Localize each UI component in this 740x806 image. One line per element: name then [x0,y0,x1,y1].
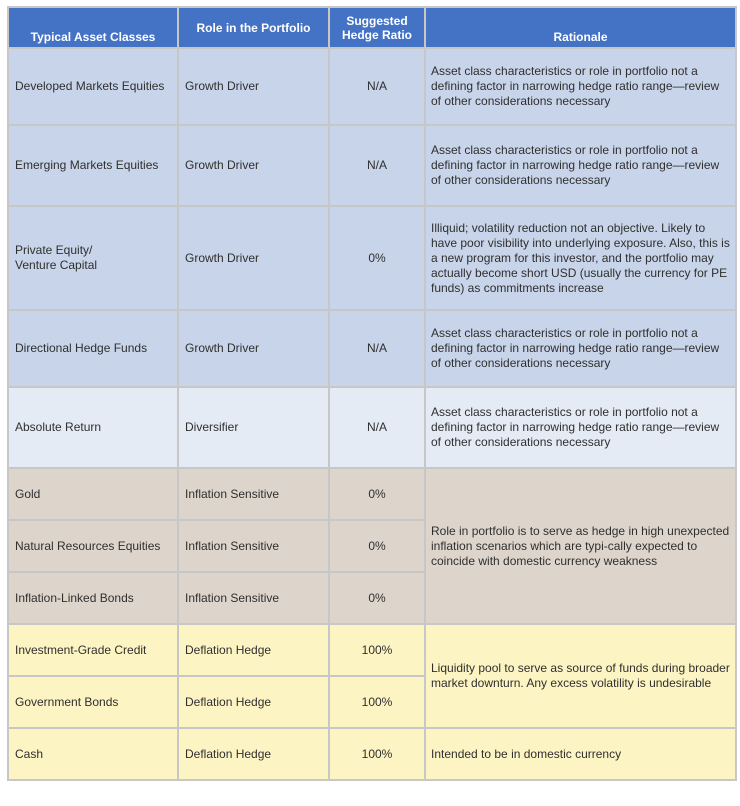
table-row [8,728,736,780]
header-asset-classes: Typical Asset Classes [8,7,178,48]
rationale-cell: Asset class characteristics or role in portfolio not a defining factor in narrowing hedge ratio range—review of other considerations necessary [425,48,736,125]
asset-class-cell: Government Bonds [8,676,178,728]
table-row [8,387,736,468]
asset-class-cell [8,206,178,310]
role-cell: Deflation Hedge [178,624,329,676]
asset-class-line: Venture Capital [15,258,98,272]
role-cell: Inflation Sensitive [178,520,329,572]
asset-class-cell: Emerging Markets Equities [8,125,178,206]
asset-class-line: Private Equity/ [15,243,93,257]
header-role: Role in the Portfolio [178,7,329,48]
rationale-cell: Illiquid; volatility reduction not an objective. Likely to have poor visibility into underlying exposure. Also, this is a new program for this investor, and the portfolio may actually become short USD (usually the currency for PE funds) as commitments increase [425,206,736,310]
table-row [8,48,736,125]
hedge-ratio-cell: 0% [329,468,425,520]
asset-class-cell: Directional Hedge Funds [8,310,178,387]
role-cell: Growth Driver [178,206,329,310]
header-hedge-ratio: Suggested Hedge Ratio [329,7,425,48]
table-row [8,468,736,520]
hedge-ratio-cell: 0% [329,572,425,624]
role-cell: Deflation Hedge [178,676,329,728]
table-row [8,624,736,676]
hedge-ratio-cell: 100% [329,676,425,728]
asset-class-cell: Gold [8,468,178,520]
table-row [8,206,736,310]
role-cell: Growth Driver [178,310,329,387]
rationale-cell: Intended to be in domestic currency [425,728,736,780]
hedge-ratio-cell: N/A [329,387,425,468]
header-row [8,7,736,48]
rationale-cell: Liquidity pool to serve as source of funds during broader market downturn. Any excess volatility is undesirable [425,624,736,728]
rationale-cell: Role in portfolio is to serve as hedge in high unexpected inflation scenarios which are typi-cally expected to coincide with domestic currency weakness [425,468,736,624]
hedge-ratio-table [7,6,737,781]
hedge-ratio-cell: N/A [329,125,425,206]
asset-class-cell: Inflation-Linked Bonds [8,572,178,624]
header-rationale: Rationale [425,7,736,48]
role-cell: Inflation Sensitive [178,572,329,624]
hedge-ratio-cell: 0% [329,206,425,310]
role-cell: Deflation Hedge [178,728,329,780]
role-cell: Inflation Sensitive [178,468,329,520]
hedge-ratio-cell: 0% [329,520,425,572]
rationale-cell: Asset class characteristics or role in portfolio not a defining factor in narrowing hedge ratio range—review of other considerations necessary [425,387,736,468]
rationale-cell: Asset class characteristics or role in portfolio not a defining factor in narrowing hedge ratio range—review of other considerations necessary [425,125,736,206]
asset-class-cell: Developed Markets Equities [8,48,178,125]
hedge-ratio-cell: N/A [329,310,425,387]
role-cell: Growth Driver [178,48,329,125]
rationale-cell: Asset class characteristics or role in portfolio not a defining factor in narrowing hedge ratio range—review of other considerations necessary [425,310,736,387]
hedge-ratio-cell: N/A [329,48,425,125]
asset-class-cell: Investment-Grade Credit [8,624,178,676]
asset-class-cell: Natural Resources Equities [8,520,178,572]
role-cell: Diversifier [178,387,329,468]
table-row [8,125,736,206]
table-row [8,310,736,387]
hedge-ratio-cell: 100% [329,728,425,780]
role-cell: Growth Driver [178,125,329,206]
asset-class-cell: Absolute Return [8,387,178,468]
hedge-ratio-cell: 100% [329,624,425,676]
asset-class-cell: Cash [8,728,178,780]
